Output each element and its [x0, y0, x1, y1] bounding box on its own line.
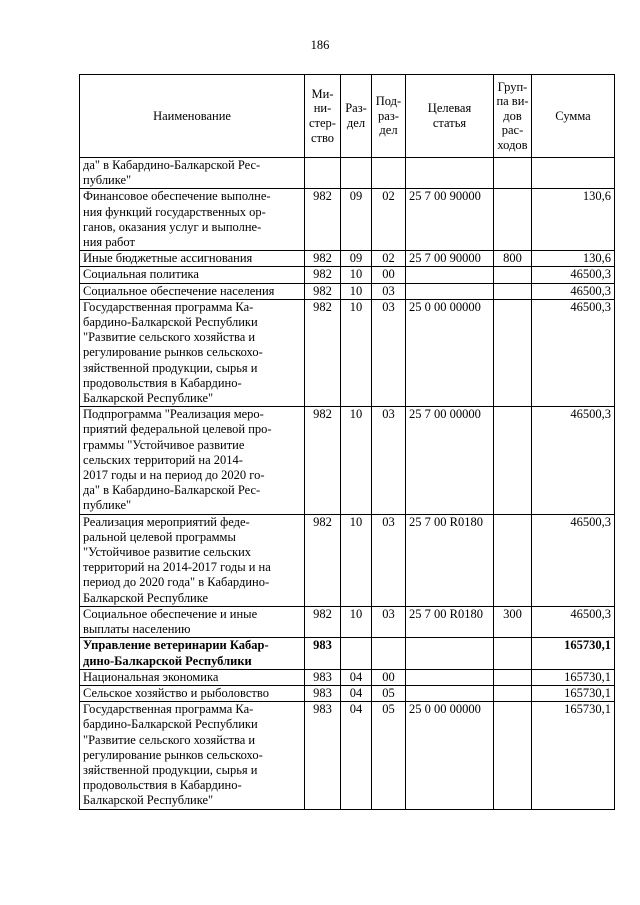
- cell-amount: 165730,1: [532, 669, 615, 685]
- table-row: [80, 407, 615, 514]
- cell-amount: 46500,3: [532, 514, 615, 606]
- cell-ministry: [305, 158, 341, 189]
- header-target: Целевая статья: [406, 75, 494, 158]
- table-header-row: [80, 75, 615, 158]
- cell-amount: 46500,3: [532, 299, 615, 406]
- cell-name: Финансовое обеспечение выполне- ния функций государственных ор- ганов, оказания услуг и выполне- ния работ: [80, 189, 305, 251]
- cell-name: Социальное обеспечение населения: [80, 283, 305, 299]
- cell-ministry: 983: [305, 669, 341, 685]
- cell-amount: 165730,1: [532, 702, 615, 809]
- table-row: [80, 283, 615, 299]
- cell-section: 04: [341, 669, 372, 685]
- cell-subsection: 02: [372, 189, 406, 251]
- cell-amount: 165730,1: [532, 685, 615, 701]
- cell-target: [406, 283, 494, 299]
- cell-amount: 130,6: [532, 189, 615, 251]
- budget-table: [79, 74, 615, 810]
- cell-subsection: [372, 638, 406, 669]
- cell-amount: 46500,3: [532, 283, 615, 299]
- table-row: [80, 158, 615, 189]
- cell-subsection: 05: [372, 702, 406, 809]
- cell-target: [406, 158, 494, 189]
- cell-section: 09: [341, 189, 372, 251]
- cell-subsection: 03: [372, 299, 406, 406]
- table-row: [80, 685, 615, 701]
- cell-expense-group: [494, 189, 532, 251]
- header-ministry: Ми- ни- стер- ство: [305, 75, 341, 158]
- cell-subsection: 03: [372, 514, 406, 606]
- cell-expense-group: [494, 283, 532, 299]
- cell-ministry: 983: [305, 685, 341, 701]
- cell-name: Иные бюджетные ассигнования: [80, 251, 305, 267]
- cell-subsection: 05: [372, 685, 406, 701]
- page-number: 186: [310, 38, 330, 52]
- table-row: [80, 514, 615, 606]
- cell-expense-group: [494, 299, 532, 406]
- cell-ministry: 982: [305, 267, 341, 283]
- header-expense-group: Груп- па ви- дов рас- ходов: [494, 75, 532, 158]
- table-row: [80, 251, 615, 267]
- cell-target: 25 7 00 R0180: [406, 606, 494, 637]
- table-row: [80, 189, 615, 251]
- cell-subsection: 03: [372, 283, 406, 299]
- cell-subsection: 03: [372, 606, 406, 637]
- cell-ministry: 982: [305, 407, 341, 514]
- cell-target: [406, 267, 494, 283]
- cell-name: Государственная программа Ка- бардино-Балкарской Республики "Развитие сельского хозяйства и регулирование рынков сельскохо- зяйственной продукции, сырья и продовольствия в Кабардино- Балкарской Республике": [80, 702, 305, 809]
- table-row: [80, 669, 615, 685]
- cell-subsection: 03: [372, 407, 406, 514]
- cell-section: 04: [341, 685, 372, 701]
- header-section: Раз- дел: [341, 75, 372, 158]
- cell-section: 10: [341, 514, 372, 606]
- cell-target: 25 0 00 00000: [406, 702, 494, 809]
- cell-target: [406, 669, 494, 685]
- cell-section: [341, 158, 372, 189]
- cell-section: 10: [341, 299, 372, 406]
- cell-expense-group: [494, 702, 532, 809]
- cell-section: 10: [341, 283, 372, 299]
- cell-amount: 165730,1: [532, 638, 615, 669]
- cell-name: да" в Кабардино-Балкарской Рес- публике": [80, 158, 305, 189]
- cell-target: 25 0 00 00000: [406, 299, 494, 406]
- cell-subsection: 00: [372, 267, 406, 283]
- cell-name: Сельское хозяйство и рыболовство: [80, 685, 305, 701]
- cell-expense-group: [494, 669, 532, 685]
- cell-target: 25 7 00 R0180: [406, 514, 494, 606]
- cell-expense-group: [494, 158, 532, 189]
- cell-ministry: 982: [305, 283, 341, 299]
- cell-amount: 130,6: [532, 251, 615, 267]
- table-row: [80, 638, 615, 669]
- cell-ministry: 982: [305, 299, 341, 406]
- cell-target: 25 7 00 90000: [406, 251, 494, 267]
- cell-name: Подпрограмма "Реализация меро- приятий федеральной целевой про- граммы "Устойчивое развитие сельских территорий на 2014- 2017 годы и на период до 2020 го- да" в Кабардино-Балкарской Рес- публике": [80, 407, 305, 514]
- cell-ministry: 982: [305, 251, 341, 267]
- cell-ministry: 983: [305, 638, 341, 669]
- cell-expense-group: 800: [494, 251, 532, 267]
- cell-section: 04: [341, 702, 372, 809]
- cell-ministry: 982: [305, 514, 341, 606]
- cell-section: 10: [341, 407, 372, 514]
- cell-expense-group: [494, 638, 532, 669]
- header-amount: Сумма: [532, 75, 615, 158]
- cell-amount: 46500,3: [532, 606, 615, 637]
- cell-amount: 46500,3: [532, 267, 615, 283]
- cell-expense-group: 300: [494, 606, 532, 637]
- cell-subsection: 00: [372, 669, 406, 685]
- cell-name: Социальная политика: [80, 267, 305, 283]
- cell-subsection: 02: [372, 251, 406, 267]
- cell-ministry: 982: [305, 606, 341, 637]
- cell-expense-group: [494, 267, 532, 283]
- cell-target: 25 7 00 90000: [406, 189, 494, 251]
- cell-expense-group: [494, 514, 532, 606]
- cell-target: [406, 638, 494, 669]
- header-name: Наименование: [80, 75, 305, 158]
- cell-subsection: [372, 158, 406, 189]
- cell-name: Управление ветеринарии Кабар- дино-Балкарской Республики: [80, 638, 305, 669]
- cell-ministry: 983: [305, 702, 341, 809]
- table-row: [80, 267, 615, 283]
- table-row: [80, 702, 615, 809]
- cell-amount: [532, 158, 615, 189]
- cell-target: 25 7 00 00000: [406, 407, 494, 514]
- cell-name: Социальное обеспечение и иные выплаты населению: [80, 606, 305, 637]
- cell-section: 10: [341, 606, 372, 637]
- table-row: [80, 606, 615, 637]
- cell-name: Национальная экономика: [80, 669, 305, 685]
- header-subsection: Под- раз- дел: [372, 75, 406, 158]
- table-row: [80, 299, 615, 406]
- cell-expense-group: [494, 407, 532, 514]
- cell-ministry: 982: [305, 189, 341, 251]
- cell-name: Государственная программа Ка- бардино-Балкарской Республики "Развитие сельского хозяйства и регулирование рынков сельскохо- зяйственной продукции, сырья и продовольствия в Кабардино- Балкарской Республике": [80, 299, 305, 406]
- cell-amount: 46500,3: [532, 407, 615, 514]
- cell-section: 10: [341, 267, 372, 283]
- cell-name: Реализация мероприятий феде- ральной целевой программы "Устойчивое развитие сельских территорий на 2014-2017 годы и на период до 2020 года" в Кабардино- Балкарской Республике: [80, 514, 305, 606]
- cell-target: [406, 685, 494, 701]
- cell-expense-group: [494, 685, 532, 701]
- cell-section: 09: [341, 251, 372, 267]
- cell-section: [341, 638, 372, 669]
